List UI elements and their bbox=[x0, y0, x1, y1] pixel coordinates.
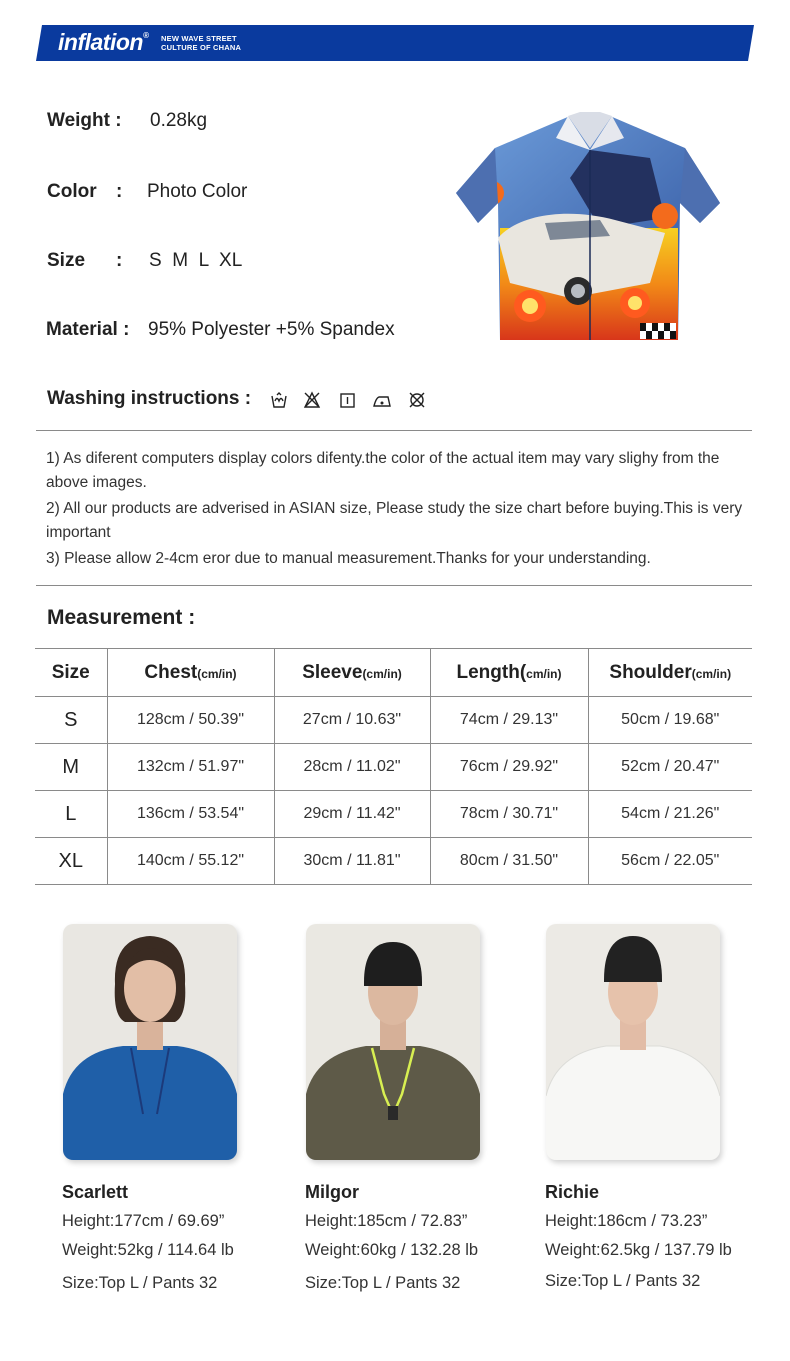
spec-weight bbox=[47, 110, 208, 132]
header-size: Size bbox=[35, 649, 107, 697]
model-height-richie: Height:186cm / 73.23” bbox=[545, 1212, 708, 1230]
divider-top bbox=[36, 430, 752, 431]
header-length: Length(cm/in) bbox=[430, 649, 588, 697]
cell-chest: 140cm / 55.12" bbox=[107, 838, 274, 885]
size-table bbox=[35, 648, 752, 885]
cell-length: 76cm / 29.92" bbox=[430, 744, 588, 791]
model-weight-milgor: Weight:60kg / 132.28 lb bbox=[305, 1241, 479, 1259]
iron-low-icon bbox=[374, 397, 390, 406]
brand-logo: inflation® bbox=[58, 29, 149, 55]
spec-weight-label: Weight : bbox=[47, 110, 122, 131]
cell-size: M bbox=[35, 744, 107, 791]
model-size-richie: Size:Top L / Pants 32 bbox=[545, 1272, 701, 1290]
model-name-milgor: Milgor bbox=[305, 1182, 359, 1202]
table-row bbox=[35, 697, 752, 744]
header-chest: Chest(cm/in) bbox=[107, 649, 274, 697]
measurement-title: Measurement : bbox=[47, 606, 196, 629]
cell-size: XL bbox=[35, 838, 107, 885]
spec-material-label: Material : bbox=[46, 319, 130, 340]
cell-length: 80cm / 31.50" bbox=[430, 838, 588, 885]
do-not-dry-clean-icon bbox=[410, 393, 424, 407]
washing-label: Washing instructions : bbox=[47, 388, 252, 409]
cell-sleeve: 29cm / 11.42" bbox=[274, 791, 430, 838]
cell-shoulder: 50cm / 19.68" bbox=[588, 697, 752, 744]
divider-bottom bbox=[36, 585, 752, 586]
cell-size: L bbox=[35, 791, 107, 838]
model-photo-milgor bbox=[306, 924, 480, 1160]
spec-material bbox=[46, 319, 395, 341]
cell-shoulder: 54cm / 21.26" bbox=[588, 791, 752, 838]
cell-sleeve: 27cm / 10.63" bbox=[274, 697, 430, 744]
spec-color-colon: : bbox=[116, 181, 123, 202]
spec-weight-value: 0.28kg bbox=[150, 110, 208, 131]
cell-chest: 136cm / 53.54" bbox=[107, 791, 274, 838]
tumble-dry-icon bbox=[341, 394, 354, 407]
cell-chest: 132cm / 51.97" bbox=[107, 744, 274, 791]
table-header-row bbox=[35, 649, 752, 697]
cell-shoulder: 52cm / 20.47" bbox=[588, 744, 752, 791]
spec-material-value: 95% Polyester +5% Spandex bbox=[148, 319, 395, 340]
header-sleeve: Sleeve(cm/in) bbox=[274, 649, 430, 697]
table-row bbox=[35, 838, 752, 885]
cell-sleeve: 30cm / 11.81" bbox=[274, 838, 430, 885]
model-weight-scarlett: Weight:52kg / 114.64 lb bbox=[62, 1241, 234, 1259]
spec-size bbox=[47, 250, 243, 272]
cell-chest: 128cm / 50.39" bbox=[107, 697, 274, 744]
brand-tagline: NEW WAVE STREET CULTURE OF CHANA bbox=[161, 34, 242, 52]
model-photo-richie bbox=[546, 924, 720, 1160]
do-not-bleach-icon bbox=[305, 393, 319, 407]
product-shirt-image bbox=[450, 108, 730, 348]
notes bbox=[46, 447, 746, 574]
model-photo-scarlett bbox=[63, 924, 237, 1160]
model-name-scarlett: Scarlett bbox=[62, 1182, 129, 1202]
model-height-milgor: Height:185cm / 72.83” bbox=[305, 1212, 468, 1230]
note-1: 1) As diferent computers display colors difenty.the color of the actual item may vary slighy from the above images. bbox=[46, 450, 720, 491]
spec-color bbox=[47, 181, 248, 203]
table-row bbox=[35, 744, 752, 791]
spec-color-value: Photo Color bbox=[147, 181, 248, 202]
header-shoulder: Shoulder(cm/in) bbox=[588, 649, 752, 697]
spec-color-label: Color bbox=[47, 181, 97, 202]
cell-length: 78cm / 30.71" bbox=[430, 791, 588, 838]
model-height-scarlett: Height:177cm / 69.69” bbox=[62, 1212, 225, 1230]
spec-size-label: Size bbox=[47, 250, 86, 271]
note-3: 3) Please allow 2-4cm eror due to manual measurement.Thanks for your understanding. bbox=[46, 550, 651, 567]
model-weight-richie: Weight:62.5kg / 137.79 lb bbox=[545, 1241, 732, 1259]
table-row bbox=[35, 791, 752, 838]
spec-size-value: S M L XL bbox=[149, 250, 243, 271]
cell-sleeve: 28cm / 11.02" bbox=[274, 744, 430, 791]
brand-banner bbox=[36, 25, 754, 61]
model-size-scarlett: Size:Top L / Pants 32 bbox=[62, 1274, 218, 1292]
model-name-richie: Richie bbox=[545, 1182, 600, 1202]
spec-size-colon: : bbox=[116, 250, 123, 271]
note-2: 2) All our products are adverised in ASIAN size, Please study the size chart before buying.This is very important bbox=[46, 500, 743, 541]
washing-icons bbox=[268, 390, 438, 412]
cell-size: S bbox=[35, 697, 107, 744]
cell-shoulder: 56cm / 22.05" bbox=[588, 838, 752, 885]
hand-wash-icon bbox=[272, 393, 286, 407]
cell-length: 74cm / 29.13" bbox=[430, 697, 588, 744]
model-size-milgor: Size:Top L / Pants 32 bbox=[305, 1274, 461, 1292]
